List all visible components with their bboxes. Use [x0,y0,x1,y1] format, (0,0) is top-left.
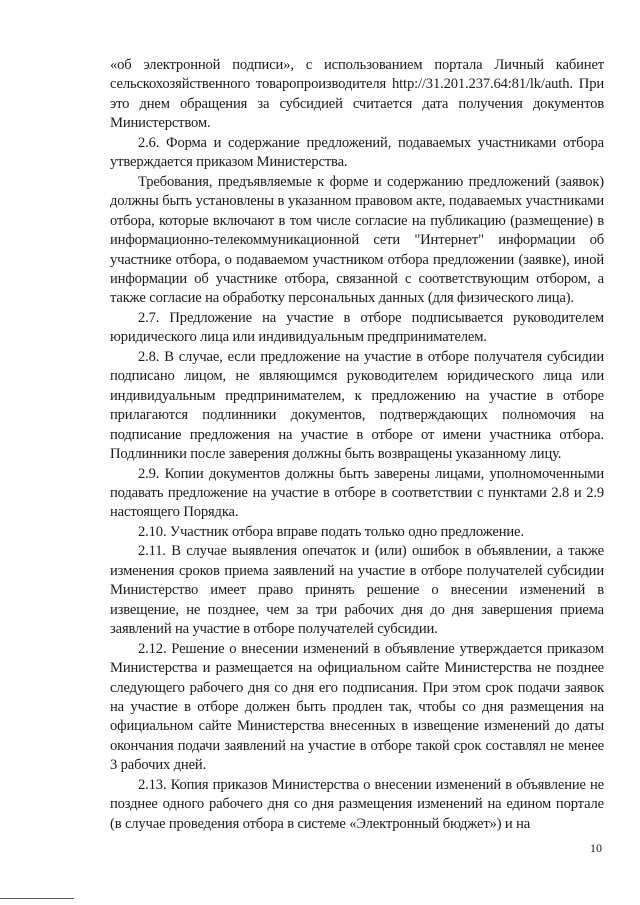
paragraph: 2.11. В случае выявления опечаток и (или) ошибок в объявлении, а также изменения сроков приема заявлений на участие в отборе получателей субсидии Министерство имеет право принять решение о внесении изменений в извещение, не позднее, чем за три рабочих дня до дня завершения приема заявлений на участие в отборе получателей субсидии. [110,543,604,638]
document-page [110,56,604,834]
paragraph: «об электронной подписи», с использованием портала Личный кабинет сельскохозяйственного товаропроизводителя http://31.201.237.64:81/lk/auth. При это днем обращения за субсидией считается дата получения документов Министерством. [110,57,604,132]
paragraph: Требования, предъявляемые к форме и содержанию предложений (заявок) должны быть установлены в указанном правовом акте, подаваемых участниками отбора, которые включают в том числе согласие на публикацию (размещение) в информационно-телекоммуникационной сети "Интернет" информации об участнике отбора, о подаваемом участником отбора предложении (заявке), иной информации об участнике отбора, связанной с соответствующим отбором, а также согласие на обработку персональных данных (для физического лица). [110,173,604,307]
paragraph: 2.10. Участник отбора вправе подать только одно предложение. [138,523,524,540]
paragraph: 2.7. Предложение на участие в отборе подписывается руководителем юридического лица или индивидуальным предпринимателем. [110,309,604,346]
page-number: 10 [590,841,602,855]
paragraph: 2.12. Решение о внесении изменений в объявление утверждается приказом Министерства и размещается на официальном сайте Министерства не позднее следующего рабочего дня со дня его подписания. При этом срок подачи заявок на участие в отборе должен быть продлен так, чтобы со дня размещения на официальном сайте Министерства внесенных в извещение изменений до даты окончания подачи заявлений на участие в отборе такой срок составлял не менее 3 рабочих дней. [110,640,604,774]
paragraph: 2.13. Копия приказов Министерства о внесении изменений в объявление не позднее одного рабочего дня со дня размещения изменений на едином портале (в случае проведения отбора в системе «Электронный бюджет») и на [110,776,604,832]
paragraph: 2.6. Форма и содержание предложений, подаваемых участниками отбора утверждается приказом Министерства. [110,134,604,171]
paragraph: 2.9. Копии документов должны быть заверены лицами, уполномоченными подавать предложение на участие в отборе в соответствии с пунктами 2.8 и 2.9 настоящего Порядка. [110,465,604,521]
paragraph: 2.8. В случае, если предложение на участие в отборе получателя субсидии подписано лицом, не являющимся руководителем юридического лица или индивидуальным предпринимателем, к предложению на участие в отборе прилагаются подлинники документов, подтверждающих полномочия на подписание предложения на участие в отборе от имени участника отбора. Подлинники после заверения должны быть возвращены указанному лицу. [110,348,604,463]
footer-rule [0,898,74,899]
